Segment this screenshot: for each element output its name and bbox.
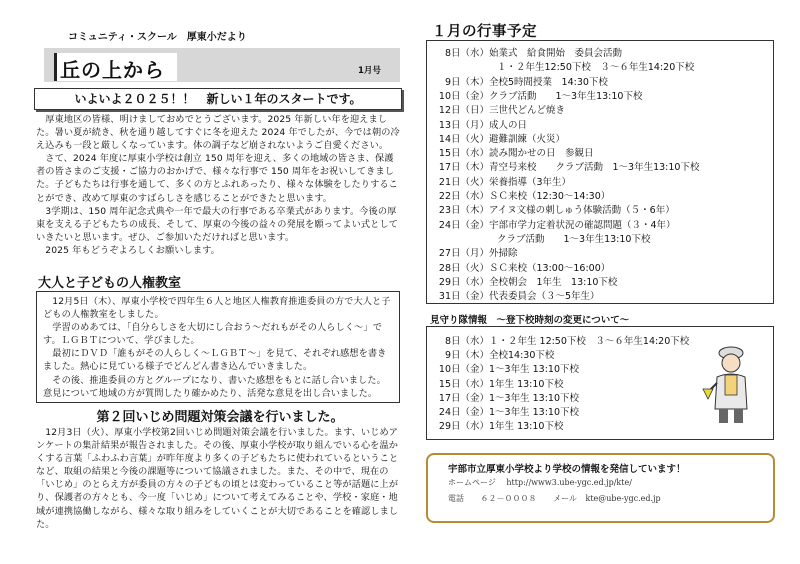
watch-date: 15日（水） (438, 378, 489, 390)
event-row (437, 231, 650, 245)
event-row (437, 59, 694, 73)
watch-date: 9日（木） (444, 350, 489, 362)
watch-text: １・２年生 12:50下校 ３～６年生14:20下校 (489, 336, 690, 347)
event-text: ＳＣ来校（12:30～14:30） (489, 191, 611, 202)
watch-title: 見守り隊情報 ～登下校時刻の変更について～ (430, 315, 630, 326)
event-text: 避難訓練（火災） (489, 133, 566, 145)
event-text: 栄養指導（3年生） (489, 176, 572, 188)
watch-date: 17日（金） (438, 392, 489, 404)
watch-date: 29日（水） (438, 421, 489, 433)
watch-row (437, 347, 554, 361)
event-date: 27日（月） (438, 248, 489, 260)
section1-paragraph: 最初にＤＶＤ「誰もがその人らしく～ＬＧＢＴ～」を見て、それぞれ感想を書きました。熱心に見ている様子でどんどん書き込んでいきました。 (43, 348, 387, 373)
section2-text (36, 426, 402, 531)
event-row (437, 174, 571, 188)
title-banner (44, 48, 400, 86)
intro-paragraph: 3学期は、150 周年記念式典や一年で最大の行事である卒業式があります。今後の厚東を支える子どもたちの成長、そして、厚東の今後の益々の発展を願ってよい式としていきたいと思います。ぜひ、ご参加いただければと思います。 (36, 205, 399, 243)
phone-number: ６２－０００８ (480, 494, 537, 503)
phone-label: 電話 (448, 494, 464, 503)
intro-paragraph: 2025 年もどうぞよろしくお願いします。 (36, 244, 220, 256)
school-line: コミュニティ・スクール 厚東小だより (68, 32, 247, 43)
event-date: 14日（火） (438, 133, 489, 145)
headline: いよいよ２０２５！！ 新しい１年のスタートです。 (34, 88, 402, 110)
event-date: 21日（火） (438, 176, 489, 188)
event-date: 13日（月） (438, 119, 489, 131)
event-row (437, 202, 675, 216)
event-text: 外掃除 (489, 248, 518, 260)
event-row (437, 217, 676, 231)
events-title: １月の行事予定 (432, 24, 537, 40)
event-text: 代表委員会（３～5年生） (489, 291, 600, 303)
event-date: 10日（金） (438, 90, 489, 102)
events-box (426, 40, 774, 304)
intro-paragraph: さて、2024 年度に厚東小学校は創立 150 周年を迎え、多くの地域の皆さま、保護者の皆さまのご支援・ご協力のおかげで、様々な行事で 150 周年をお祝いしてきました。子どもたちは行事を通して、多くの方とふれあったり、様々な体験をしたりすることができ、改めて厚東のすばらしさを感じることができたと思います。 (36, 153, 398, 204)
section1-title: 大人と子どもの人権教室 (38, 276, 182, 291)
watch-text: 全校14:30下校 (489, 350, 555, 362)
watch-row (437, 404, 579, 418)
issue-label: 1月号 (358, 66, 381, 76)
event-row (437, 260, 610, 274)
watch-text: 1～3年生 13:10下校 (489, 407, 579, 418)
event-date: 15日（水） (438, 148, 489, 160)
event-text: 青空号来校 クラブ活動 1～3年生13:10下校 (489, 162, 700, 174)
event-text: クラブ活動 1～3年生13:10下校 (497, 233, 651, 245)
mail-address[interactable]: kte@ube-ygc.ed.jp (585, 494, 661, 503)
event-date: 24日（金） (438, 219, 489, 231)
event-row (437, 274, 617, 288)
event-text: １・２年生12:50下校 ３～６年生14:20下校 (497, 62, 695, 74)
event-date: 31日（金） (438, 291, 489, 303)
watch-box (426, 326, 774, 440)
event-date: 9日（木） (444, 76, 489, 88)
section1-paragraph: 学習のめあては、「自分らしさを大切にし合おう～だれもがその人らしく～」です。ＬＧＢＴについて、学びました。 (43, 322, 383, 347)
watch-date: 24日（金） (438, 407, 489, 418)
event-row (437, 102, 565, 116)
event-row (437, 159, 699, 173)
section1-paragraph: 12月5日（木）、厚東小学校で四年生６人と地区人権教育推進委員の方で大人と子どもの人権教室をしました。 (43, 296, 391, 321)
event-text: 全校朝会 1年生 13:10下校 (489, 276, 618, 288)
watch-text: 1年生 13:10下校 (489, 421, 564, 433)
event-text: ＳＣ来校（13:00～16:00） (489, 262, 611, 274)
info-title: 宇部市立厚東小学校より学校の情報を発信しています！ (448, 464, 686, 475)
mail-label: メール (553, 494, 577, 503)
event-row (437, 88, 642, 102)
event-date: 22日（水） (438, 191, 489, 202)
section1-box (36, 291, 400, 403)
event-row (437, 288, 600, 302)
crossing-guard-illustration (701, 337, 761, 427)
watch-text: 1年生 13:10下校 (489, 378, 564, 390)
event-row (437, 245, 518, 259)
section1-paragraph: その後、推進委員の方とグループになり、書いた感想をもとに話し合いました。意見について地域の方が質問したり確かめたり、活発な意見を出し合いました。 (43, 374, 386, 399)
event-text: 宇部市学力定着状況の確認問題（３・4年） (489, 219, 676, 231)
watch-date: 10日（金） (438, 364, 489, 376)
watch-date: 8日（水） (444, 336, 489, 347)
event-date: 8日（水） (444, 48, 489, 59)
info-box (426, 453, 775, 523)
event-text: 全校5時間授業 14:30下校 (489, 76, 608, 88)
homepage-label: ホームページ (448, 478, 496, 487)
event-row (437, 45, 622, 59)
event-date: 29日（水） (438, 276, 489, 288)
newsletter-title: 丘の上から (60, 58, 165, 82)
watch-row (437, 390, 579, 404)
section2-paragraph: 12月3日（火）、厚東小学校第2回いじめ問題対策会議を行いました。ます、いじめアンケートの集計結果が報告されました。その後、厚東小学校が取り組んでいる心を温かくする言葉「ふわふわ言葉」が昨年度より多くの子どもたちに使われているということなど、取組の結果と今後の課題等について協議されました。また、その中で、現在の「いじめ」のとらえ方が委員の方々の子どもの頃とは変わっていること等が話題に上がり、保護者の方々とも、今一度「いじめ」について考えてみることや、学校・家庭・地域が連携協働しながら、様々な取り組みをしていくことが大切であることを確認しました。 (36, 427, 399, 530)
event-row (437, 145, 594, 159)
event-row (437, 188, 610, 202)
event-row (437, 131, 565, 145)
watch-text: 1～3年生 13:10下校 (489, 364, 579, 376)
watch-row (437, 333, 689, 347)
event-text: 始業式 給食開始 委員会活動 (489, 48, 623, 59)
watch-row (437, 418, 563, 432)
intro-paragraph: 厚東地区の皆様、明けましておめでとうございます。2025 年新しい年を迎えました。暑い夏が続き、秋を通り越してすぐに冬を迎えた 2024 年でしたが、今では朝の冷え込みも一段と厳しくなっています。体の調子など崩されないようご自愛ください。 (36, 114, 400, 152)
event-row (437, 117, 527, 131)
watch-text: 1～3年生 13:10下校 (489, 392, 579, 404)
event-row (437, 74, 608, 88)
event-text: 成人の日 (489, 119, 528, 131)
event-text: アイヌ文様の刺しゅう体験活動（５・6年） (489, 205, 675, 217)
watch-row (437, 361, 579, 375)
event-date: 12日（日） (438, 105, 489, 117)
section2-title: 第２回いじめ問題対策会議を行いました。 (96, 410, 344, 425)
event-text: 読み聞かせの日 参観日 (489, 148, 594, 160)
event-date: 17日（木） (438, 162, 489, 174)
event-date: 23日（木） (438, 205, 489, 217)
event-date: 28日（火） (438, 262, 489, 274)
intro-text (36, 113, 402, 257)
homepage-url[interactable]: http://www3.ube-ygc.ed.jp/kte/ (506, 478, 632, 487)
watch-row (437, 376, 563, 390)
event-text: クラブ活動 1～3年生13:10下校 (489, 90, 643, 102)
event-text: 三世代どんど焼き (489, 105, 566, 117)
